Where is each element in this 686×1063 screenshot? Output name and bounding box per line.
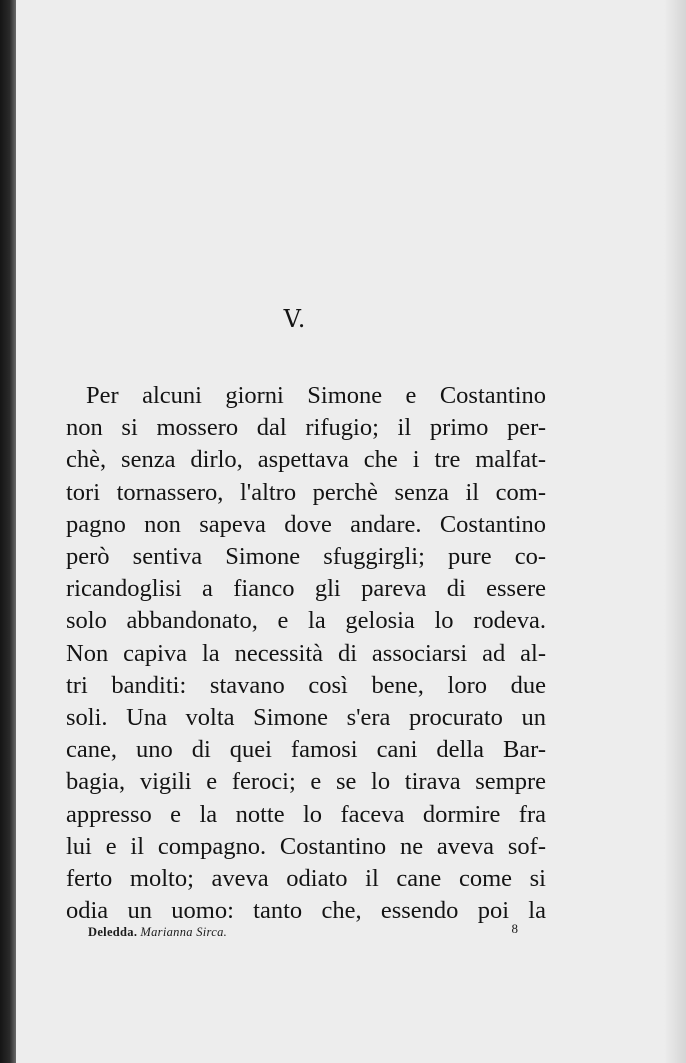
text-line: però sentiva Simone sfuggirgli; pure co-: [66, 543, 546, 571]
text-line: bagia, vigili e feroci; e se lo tirava sempre: [66, 768, 546, 796]
text-line: tri banditi: stavano così bene, loro due: [66, 671, 546, 699]
text-line: ferto molto; aveva odiato il cane come si: [66, 865, 546, 893]
text-line: Non capiva la necessità di associarsi ad al-: [66, 639, 546, 667]
text-line: lui e il compagno. Costantino ne aveva sof-: [66, 832, 546, 860]
footer-book-title: Marianna Sirca.: [140, 925, 228, 939]
page-number: 8: [511, 921, 518, 936]
text-line: appresso e la notte lo faceva dormire fra: [66, 800, 546, 828]
text-line: chè, senza dirlo, aspettava che i tre malfat-: [66, 446, 546, 474]
text-line: solo abbandonato, e la gelosia lo rodeva.: [66, 607, 546, 635]
footer-author: Deledda.: [88, 925, 138, 939]
text-line: non si mossero dal rifugio; il primo per-: [66, 414, 546, 442]
text-line: tori tornassero, l'altro perchè senza il com-: [66, 478, 546, 506]
text-line: cane, uno di quei famosi cani della Bar-: [66, 736, 546, 764]
chapter-heading: V.: [283, 305, 307, 333]
page-footer: [88, 921, 518, 945]
text-line: ricandoglisi a fianco gli pareva di essere: [66, 575, 546, 603]
chapter-paragraph: [66, 380, 546, 927]
text-line: Per alcuni giorni Simone e Costantino: [86, 382, 546, 409]
page-edge-shadow: [664, 0, 686, 1063]
text-line: soli. Una volta Simone s'era procurato un: [66, 704, 546, 732]
book-binding-edge: [0, 0, 16, 1063]
text-line: pagno non sapeva dove andare. Costantino: [66, 510, 546, 538]
text-line: odia un uomo: tanto che, essendo poi la: [66, 897, 546, 925]
footer-signature: [88, 925, 227, 940]
